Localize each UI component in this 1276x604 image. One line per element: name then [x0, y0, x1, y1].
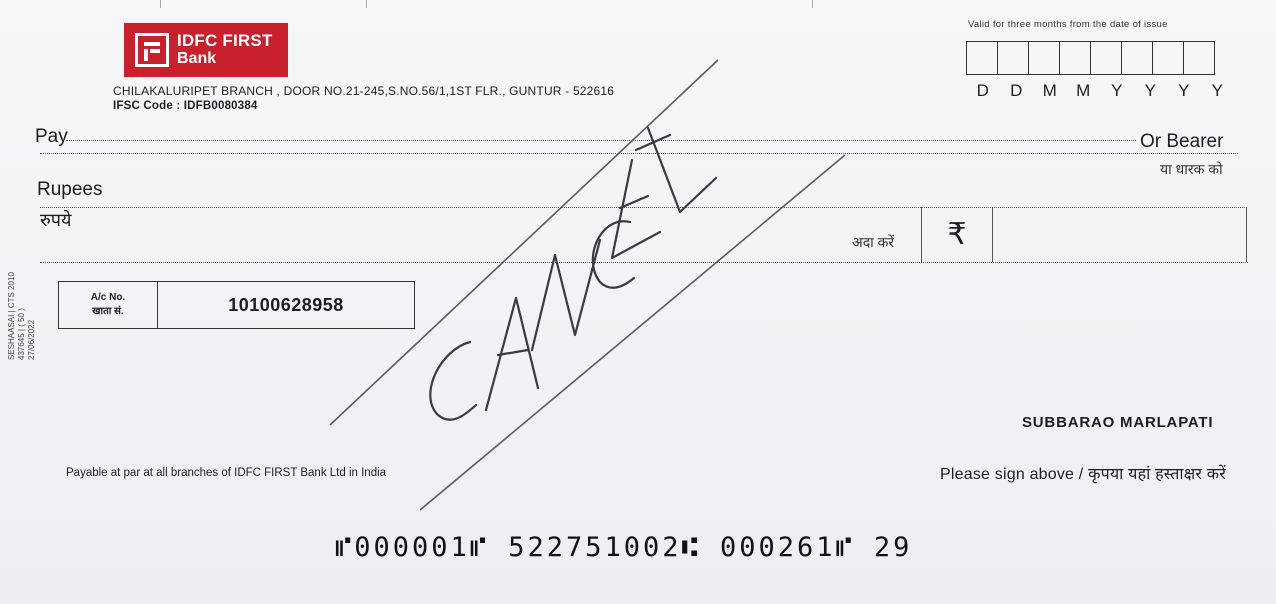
date-format-char: M: [1042, 81, 1057, 100]
pay-hindi-label: अदा करें: [852, 234, 895, 250]
bank-name-line2: Bank: [177, 50, 217, 67]
account-holder-name: SUBBARAO MARLAPATI: [1022, 414, 1214, 431]
date-format-char: M: [1076, 81, 1091, 100]
bank-name-line1: IDFC FIRST: [177, 31, 273, 50]
date-format-char: Y: [1211, 81, 1223, 100]
printer-text-line: 27/06/2022: [27, 319, 36, 360]
date-format-char: Y: [1111, 81, 1123, 100]
rupee-icon: ₹: [947, 218, 967, 251]
ifsc-code: IFSC Code : IDFB0080384: [113, 100, 258, 112]
signature-hint: Please sign above / कृपया यहां हस्ताक्षर करें: [940, 466, 1226, 483]
date-format-char: D: [1010, 81, 1023, 100]
payable-note: Payable at par at all branches of IDFC FIRST Bank Ltd in India: [66, 467, 387, 479]
date-format-char: D: [976, 81, 989, 100]
rupees-label: Rupees: [37, 179, 103, 200]
printer-text-line: 437645 | ( 50 ): [17, 308, 26, 360]
cancel-strike-line: [420, 155, 845, 510]
printer-text-line: SESHAASAI | CTS 2010: [7, 272, 16, 360]
branch-address: CHILAKALURIPET BRANCH , DOOR NO.21-245,S.NO.56/1,1ST FLR., GUNTUR - 522616: [113, 84, 615, 98]
account-label-en: A/c No.: [90, 292, 126, 303]
cancel-handwriting: [430, 128, 716, 420]
or-bearer-label: Or Bearer: [1140, 131, 1224, 152]
or-bearer-hindi: या धारक को: [1160, 161, 1223, 177]
date-format-char: Y: [1144, 81, 1156, 100]
rupees-hindi-label: रुपये: [40, 210, 72, 230]
account-label-hindi: खाता सं.: [92, 306, 124, 317]
micr-code-line: ⑈000001⑈ 522751002⑆ 000261⑈ 29: [335, 532, 913, 563]
date-format-char: Y: [1178, 81, 1190, 100]
cancel-strike-line: [330, 60, 718, 425]
validity-note: Valid for three months from the date of issue: [968, 19, 1168, 30]
pay-label: Pay: [35, 126, 68, 147]
account-number: 10100628958: [228, 294, 344, 315]
